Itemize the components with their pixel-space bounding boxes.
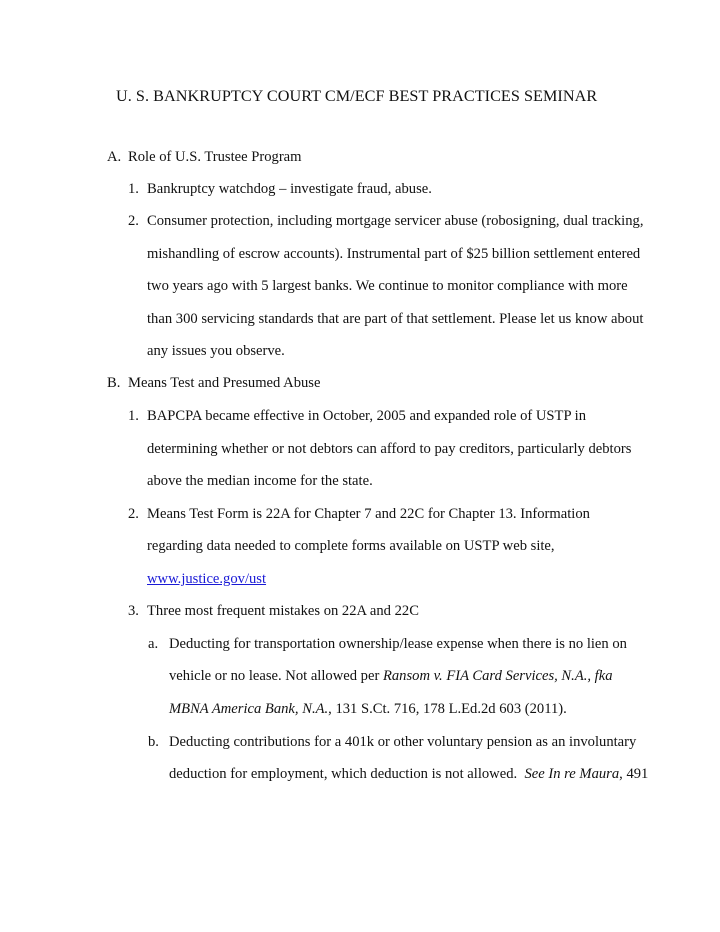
- page-title: U. S. BANKRUPTCY COURT CM/ECF BEST PRACTICES SEMINAR: [116, 87, 598, 105]
- list-item-marker: 2.: [128, 506, 139, 522]
- case-citation-italic: Ransom v. FIA Card Services, N.A., fka: [382, 668, 613, 684]
- subitem-text: [169, 700, 567, 718]
- section-a-heading: Role of U.S. Trustee Program: [128, 149, 302, 165]
- subitem-text: Deducting for transportation ownership/lease expense when there is no lien on: [169, 636, 627, 652]
- subitem-text: Deducting contributions for a 401k or other voluntary pension as an involuntary: [169, 734, 637, 750]
- ustp-website-link[interactable]: www.justice.gov/ust: [147, 571, 267, 587]
- subitem-text-plain: vehicle or no lease. Not allowed per: [169, 668, 383, 684]
- subitem-text: [169, 667, 613, 685]
- subitem-text-plain: , 491: [619, 766, 649, 782]
- subitem-marker: a.: [148, 636, 159, 652]
- list-item-text: Bankruptcy watchdog – investigate fraud, abuse.: [147, 181, 432, 197]
- subitem-text-plain: , 131 S.Ct. 716, 178 L.Ed.2d 603 (2011).: [328, 701, 567, 717]
- list-item-text: regarding data needed to complete forms available on USTP web site,: [147, 538, 555, 554]
- list-item-text: above the median income for the state.: [147, 473, 373, 489]
- subitem-text-plain: deduction for employment, which deduction is not allowed.: [169, 766, 525, 782]
- list-item-marker: 1.: [128, 408, 139, 424]
- section-b-heading: Means Test and Presumed Abuse: [128, 375, 321, 391]
- list-item-text: mishandling of escrow accounts). Instrumental part of $25 billion settlement entered: [147, 246, 641, 262]
- list-item-text: two years ago with 5 largest banks. We continue to monitor compliance with more: [147, 278, 628, 294]
- list-item-text: Means Test Form is 22A for Chapter 7 and 22C for Chapter 13. Information: [147, 506, 590, 522]
- list-item-text: determining whether or not debtors can afford to pay creditors, particularly debtors: [147, 441, 632, 457]
- section-a-marker: A.: [107, 149, 122, 165]
- section-b-marker: B.: [107, 375, 121, 391]
- list-item-text: than 300 servicing standards that are part of that settlement. Please let us know about: [147, 311, 644, 327]
- case-citation-italic: MBNA America Bank, N.A.: [169, 701, 329, 717]
- subitem-marker: b.: [148, 734, 159, 750]
- case-citation-italic: See In re Maura: [524, 766, 620, 782]
- list-item-marker: 3.: [128, 603, 139, 619]
- list-item-marker: 2.: [128, 213, 139, 229]
- ustp-link-line: [147, 570, 266, 588]
- list-item-text: BAPCPA became effective in October, 2005 and expanded role of USTP in: [147, 408, 587, 424]
- list-item-text: any issues you observe.: [147, 343, 285, 359]
- list-item-text: Consumer protection, including mortgage servicer abuse (robosigning, dual tracking,: [147, 213, 644, 229]
- list-item-text: Three most frequent mistakes on 22A and 22C: [147, 603, 419, 619]
- subitem-text: [169, 765, 648, 783]
- list-item-marker: 1.: [128, 181, 139, 197]
